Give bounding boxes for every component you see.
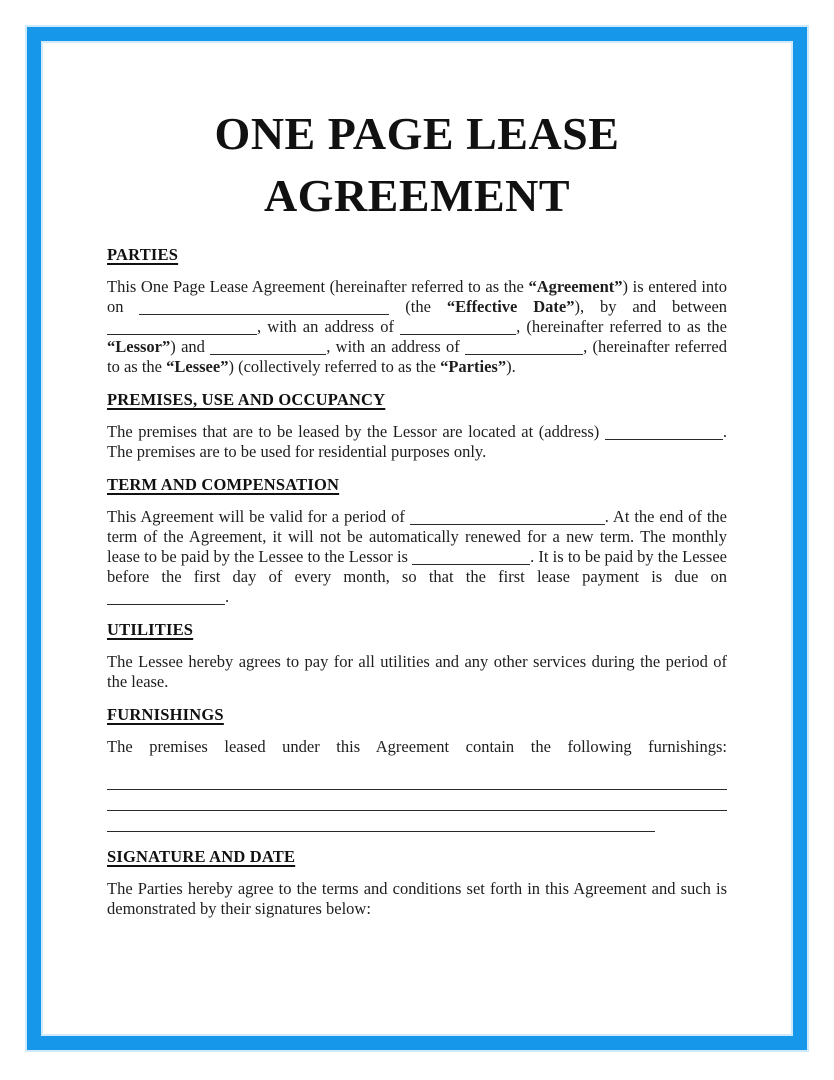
title-line-1: ONE PAGE LEASE (214, 108, 620, 159)
section-heading: TERM AND COMPENSATION (107, 475, 340, 494)
document-section (107, 245, 727, 377)
blank-write-in-lines (107, 771, 727, 834)
document-section (107, 620, 727, 692)
fill-in-blank (107, 778, 727, 790)
section-paragraph: This One Page Lease Agreement (hereinafter referred to as the “Agreement”) is entered into on (the “Effective Date”), by and between , with an address of , (hereinafter referred to as the “Lessor”) and , with an address of , (hereinafter referred to as the “Lessee”) (collectively referred to as the “Parties”). (107, 277, 728, 376)
defined-term: “Parties” (440, 357, 507, 376)
section-paragraph: The Lessee hereby agrees to pay for all utilities and any other services during the period of the lease. (107, 652, 727, 691)
fill-in-blank (465, 343, 583, 355)
fill-in-blank (210, 343, 326, 355)
page-content (107, 41, 727, 919)
document-section (107, 390, 727, 462)
section-paragraph: The Parties hereby agree to the terms and conditions set forth in this Agreement and such is demonstrated by their signatures below: (107, 879, 727, 918)
fill-in-blank (400, 323, 516, 335)
fill-in-blank (412, 553, 530, 565)
defined-term: “Lessor” (107, 337, 171, 356)
fill-in-blank (107, 820, 655, 832)
title-line-2: AGREEMENT (263, 170, 571, 221)
fill-in-blank (107, 593, 225, 605)
section-heading: SIGNATURE AND DATE (107, 847, 296, 866)
section-paragraph: This Agreement will be valid for a period of . At the end of the term of the Agreement, it will not be automatically renewed for a new term. The monthly lease to be paid by the Lessee to the Lessor is . It is to be paid by the Lessee before the first day of every month, so that the first lease payment is due on . (107, 507, 728, 606)
defined-term: “Lessee” (166, 357, 229, 376)
section-paragraph: The premises leased under this Agreement contain the following furnishings: (107, 737, 727, 756)
document-section (107, 705, 727, 834)
fill-in-blank (107, 799, 727, 811)
fill-in-blank (139, 303, 389, 315)
fill-in-blank (410, 513, 605, 525)
fill-in-blank (107, 323, 257, 335)
section-heading: FURNISHINGS (107, 705, 224, 724)
defined-term: “Agreement” (528, 277, 623, 296)
section-heading: PREMISES, USE AND OCCUPANCY (107, 390, 386, 409)
section-heading: UTILITIES (107, 620, 194, 639)
document-title (107, 103, 727, 227)
document-sections (107, 245, 727, 919)
defined-term: “Effective Date” (446, 297, 575, 316)
document-section (107, 847, 727, 919)
document-section (107, 475, 727, 607)
fill-in-blank (605, 428, 723, 440)
section-paragraph: The premises that are to be leased by the Lessor are located at (address) . The premises are to be used for residential purposes only. (107, 422, 727, 461)
section-heading: PARTIES (107, 245, 179, 264)
